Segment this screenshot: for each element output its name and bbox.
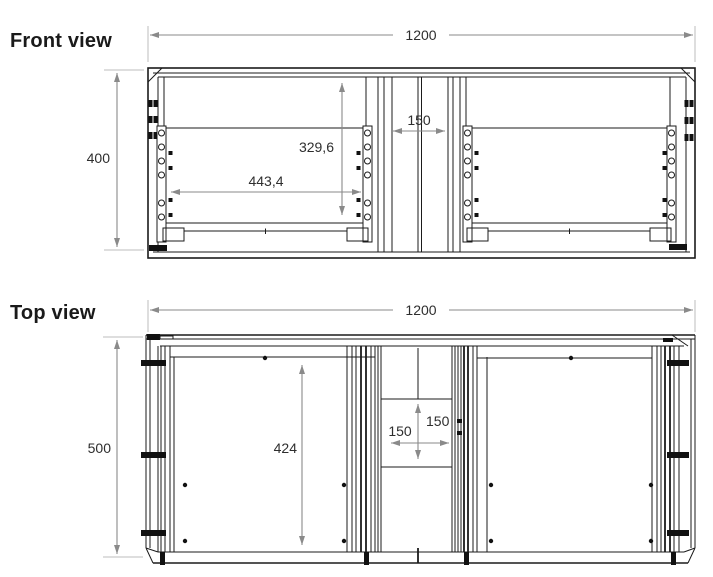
top-overall-width-value: 1200	[405, 302, 437, 318]
front-overall-width-value: 1200	[405, 27, 437, 43]
top-niche-width-value: 150	[388, 423, 412, 439]
front-view-cabinet-outline	[148, 68, 695, 258]
front-drawer-height-value: 329,6	[298, 139, 334, 155]
top-view-right-compartment	[461, 346, 679, 565]
right-drawer-holes	[465, 130, 675, 220]
top-overall-depth-value: 500	[87, 440, 111, 456]
front-view-title: Front view	[10, 30, 113, 52]
top-view-dimension-labels	[88, 302, 450, 456]
top-view-left-compartment	[158, 346, 381, 565]
top-view	[88, 300, 695, 565]
front-overall-height-value: 400	[86, 150, 110, 166]
top-view-title: Top view	[10, 302, 96, 324]
top-view-cabinet-outline	[146, 334, 695, 563]
top-view-hinges	[141, 360, 689, 536]
top-view-center-niche	[381, 346, 462, 563]
front-view-right-drawer	[463, 126, 676, 242]
front-view	[87, 26, 695, 258]
front-center-gap-value: 150	[407, 112, 431, 128]
top-inner-depth-value: 424	[273, 440, 297, 456]
top-niche-depth-value: 150	[426, 413, 450, 429]
front-view-dimension-lines	[104, 26, 695, 250]
front-drawer-width-value: 443,4	[248, 173, 284, 189]
